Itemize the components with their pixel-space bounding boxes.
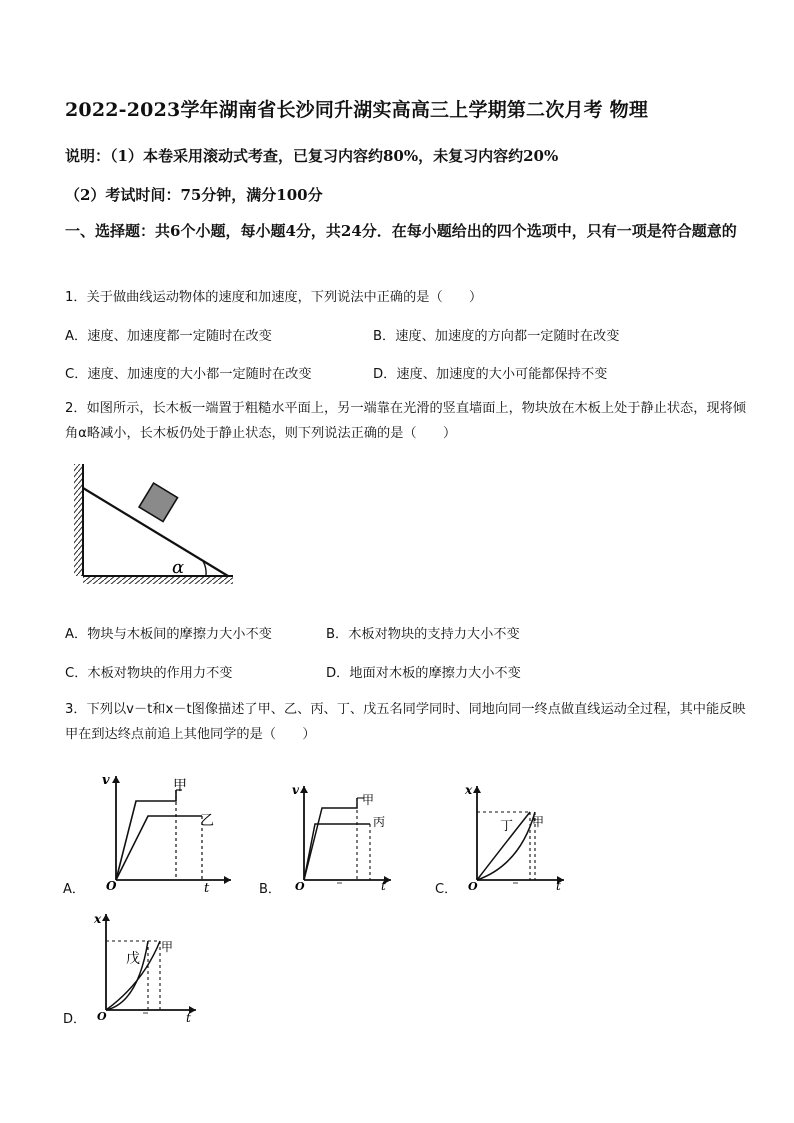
section-heading: 一、选择题：共6个小题，每小题4分，共24分．在每小题给出的四个选项中，只有一项是符合题意的 [65, 222, 737, 240]
ground-hatching [83, 576, 233, 584]
question-3-option-a-label: A． [63, 882, 85, 897]
svg-text:t: t [381, 879, 386, 890]
question-1-option-b: B．速度、加速度的方向都一定随时在改变 [373, 329, 620, 344]
svg-text:甲: 甲 [161, 940, 174, 954]
question-3-graph-c [460, 780, 570, 890]
question-3-option-d-label: D． [63, 1012, 87, 1027]
svg-text:v: v [292, 783, 299, 797]
note-line-2: （2）考试时间：75分钟，满分100分 [65, 186, 323, 204]
svg-text:x: x [465, 783, 473, 797]
svg-text:戊: 戊 [126, 951, 140, 967]
question-2-figure [68, 460, 238, 588]
svg-text:甲: 甲 [173, 778, 187, 794]
question-3-stem: 3．下列以v－t和x－t图像描述了甲、乙、丙、丁、戊五名同学同时、同地向同一终点做直线运动全过程，其中能反映甲在到达终点前追上其他同学的是（ ） [65, 702, 746, 742]
svg-text:O: O [106, 879, 117, 893]
question-3-option-c-label: C． [435, 882, 458, 897]
question-2-option-c: C．木板对物块的作用力不变 [65, 666, 233, 681]
svg-text:O: O [295, 880, 305, 890]
question-1-option-d: D．速度、加速度的大小可能都保持不变 [373, 367, 608, 382]
svg-text:甲: 甲 [362, 793, 375, 807]
svg-text:丙: 丙 [373, 815, 386, 829]
question-2-stem: 2．如图所示，长木板一端置于粗糙水平面上，另一端靠在光滑的竖直墙面上，物块放在木板上处于静止状态，现将倾角α略减小，长木板仍处于静止状态，则下列说法正确的是（ ） [65, 401, 746, 441]
svg-text:乙: 乙 [200, 813, 214, 829]
svg-text:O: O [468, 880, 478, 890]
svg-text:O: O [97, 1010, 107, 1023]
question-3-option-b-label: B． [259, 882, 281, 897]
angle-label: α [172, 557, 185, 578]
question-1-stem: 1．关于做曲线运动物体的速度和加速度，下列说法中正确的是（ ） [65, 290, 483, 305]
svg-text:甲: 甲 [532, 815, 545, 829]
question-1-option-a: A．速度、加速度都一定随时在改变 [65, 329, 272, 344]
question-3-graph-b [287, 780, 397, 890]
question-1-option-c: C．速度、加速度的大小都一定随时在改变 [65, 367, 312, 382]
svg-text:t: t [204, 881, 210, 894]
wall-hatching [74, 464, 83, 576]
question-2-option-d: D．地面对木板的摩擦力大小不变 [326, 666, 521, 681]
question-3-graph-d [88, 908, 203, 1023]
question-2-option-a: A．物块与木板间的摩擦力大小不变 [65, 627, 272, 642]
page-title: 2022-2023学年湖南省长沙同升湖实高高三上学期第二次月考 物理 [65, 99, 649, 121]
svg-text:v: v [102, 773, 110, 788]
svg-text:丁: 丁 [500, 819, 514, 834]
note-line-1: 说明：（1）本卷采用滚动式考查，已复习内容约80%，未复习内容约20% [65, 147, 559, 165]
svg-text:x: x [94, 912, 102, 926]
svg-text:t: t [556, 879, 561, 890]
block [139, 483, 177, 521]
svg-text:t: t [186, 1011, 191, 1023]
question-2-option-b: B．木板对物块的支持力大小不变 [326, 627, 520, 642]
question-3-graph-a [96, 768, 236, 894]
